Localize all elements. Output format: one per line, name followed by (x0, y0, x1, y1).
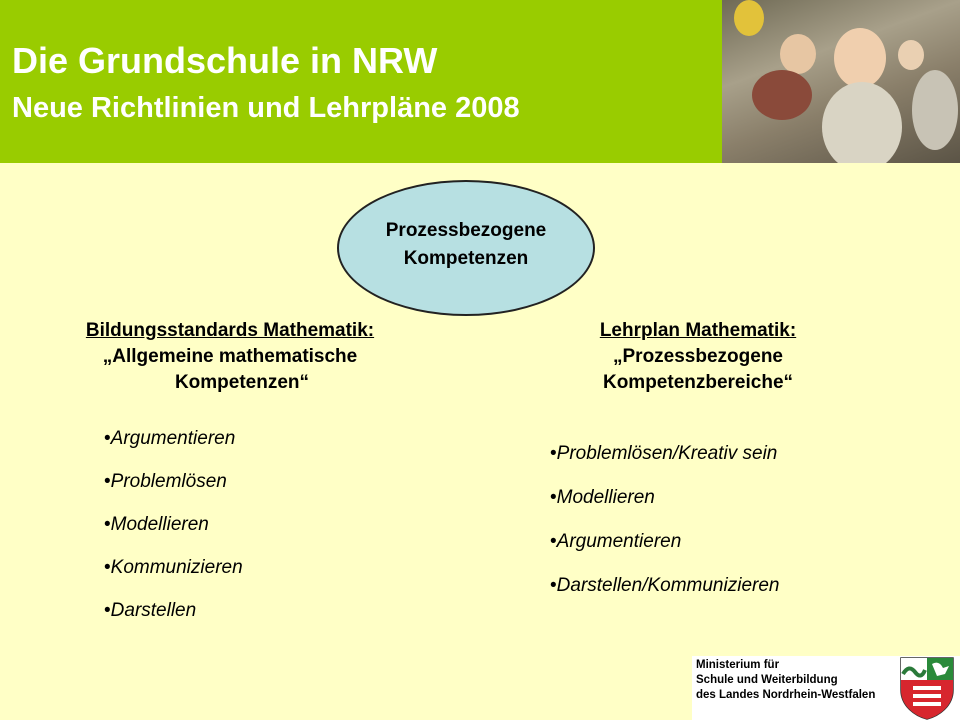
left-heading-line3: Kompetenzen“ (174, 372, 310, 393)
left-heading-title: Bildungsstandards Mathematik: (85, 320, 375, 341)
ministry-logo (692, 656, 960, 720)
list-item: • Kommunizieren (104, 557, 243, 600)
list-item: • Modellieren (550, 487, 779, 531)
list-item: • Problemlösen/Kreativ sein (550, 443, 779, 487)
ellipse-label-line2: Kompetenzen (403, 248, 529, 269)
list-item: • Darstellen (104, 600, 243, 643)
header-banner (0, 0, 722, 163)
right-competence-list (550, 443, 779, 619)
list-item: • Argumentieren (104, 428, 243, 471)
left-heading-line2: „Allgemeine mathematische (102, 346, 358, 367)
ministry-name: Ministerium für Schule und Weiterbildung des Landes Nordrhein-Westfalen (696, 659, 876, 701)
right-heading-line3: Kompetenzbereiche“ (602, 372, 794, 393)
left-competence-list (104, 428, 243, 643)
right-heading-line2: „Prozessbezogene (613, 346, 783, 367)
process-competences-ellipse (337, 180, 595, 316)
right-column-heading (498, 318, 898, 396)
nrw-coat-of-arms-icon (899, 656, 955, 720)
page-subtitle: Neue Richtlinien und Lehrpläne 2008 (12, 92, 520, 124)
list-item: • Darstellen/Kommunizieren (550, 575, 779, 619)
list-item: • Modellieren (104, 514, 243, 557)
ellipse-label-line1: Prozessbezogene (385, 220, 547, 241)
list-item: • Argumentieren (550, 531, 779, 575)
list-item: • Problemlösen (104, 471, 243, 514)
page-title: Die Grundschule in NRW (12, 40, 438, 81)
left-column-heading (30, 318, 430, 396)
children-classroom-photo (722, 0, 960, 163)
right-heading-title: Lehrplan Mathematik: (599, 320, 797, 341)
